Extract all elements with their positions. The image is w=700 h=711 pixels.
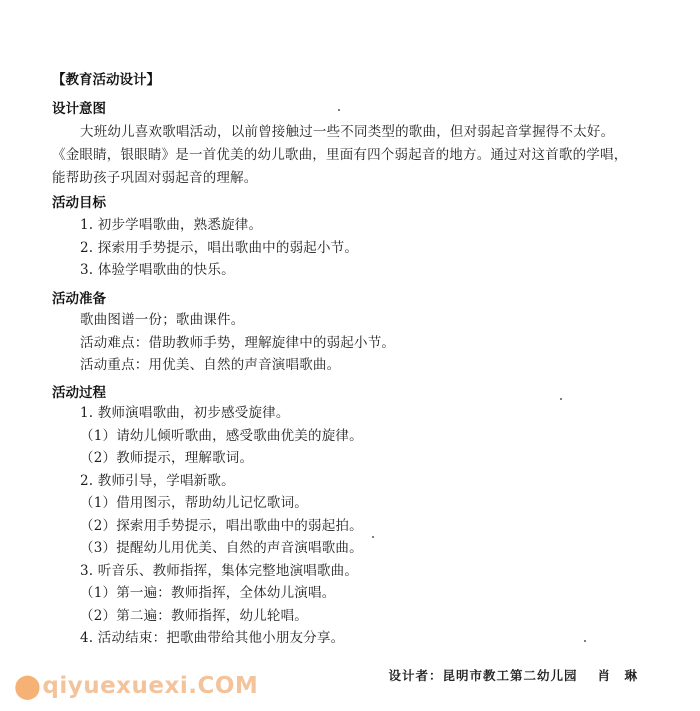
design-intent-line: 《金眼睛，银眼睛》是一首优美的幼儿歌曲，里面有四个弱起音的地方。通过对这首歌的学唱， <box>52 147 628 163</box>
process-heading: 活动过程 <box>52 385 106 401</box>
preparation-heading: 活动准备 <box>52 291 106 307</box>
preparation-item: 活动难点：借助教师手势，理解旋律中的弱起小节。 <box>80 334 396 351</box>
site-watermark <box>14 672 258 700</box>
preparation-item: 歌曲图谱一份；歌曲课件。 <box>80 312 245 328</box>
designer-school: 设计者：昆明市教工第二幼儿园 <box>388 668 578 683</box>
designer-name: 肖 琳 <box>597 668 638 683</box>
watermark-logo-icon: ⬤ <box>14 672 42 700</box>
process-item: （2）探索用手势提示，唱出歌曲中的弱起拍。 <box>80 517 363 534</box>
process-item: 3. 听音乐、教师指挥，集体完整地演唱歌曲。 <box>80 562 359 579</box>
process-item: （1）请幼儿倾听歌曲，感受歌曲优美的旋律。 <box>80 427 363 444</box>
designer-credit <box>388 666 638 684</box>
process-item: 1. 教师演唱歌曲，初步感受旋律。 <box>80 405 290 421</box>
design-intent-heading: 设计意图 <box>52 101 106 117</box>
design-intent-line: 能帮助孩子巩固对弱起音的理解。 <box>52 170 258 186</box>
document-title: 【教育活动设计】 <box>52 72 160 88</box>
design-intent-paragraph <box>52 121 672 190</box>
scan-speck <box>584 640 586 642</box>
preparation-item: 活动重点：用优美、自然的声音演唱歌曲。 <box>80 357 341 373</box>
process-item: 2. 教师引导，学唱新歌。 <box>80 472 235 489</box>
watermark-text: qiyuexuexi.COM <box>42 673 259 699</box>
goal-item: 3. 体验学唱歌曲的快乐。 <box>80 262 235 278</box>
scan-speck <box>338 109 340 111</box>
process-item: （1）第一遍：教师指挥，全体幼儿演唱。 <box>80 585 336 601</box>
goal-item: 1. 初步学唱歌曲，熟悉旋律。 <box>80 217 263 233</box>
scan-speck <box>560 398 562 400</box>
process-item: （3）提醒幼儿用优美、自然的声音演唱歌曲。 <box>80 540 363 556</box>
process-item: 4. 活动结束：把歌曲带给其他小朋友分享。 <box>80 630 345 646</box>
process-item: （2）教师提示，理解歌词。 <box>80 450 254 466</box>
process-item: （2）第二遍：教师指挥，幼儿轮唱。 <box>80 607 308 624</box>
goals-heading: 活动目标 <box>52 195 106 211</box>
design-intent-line <box>52 121 672 144</box>
process-list <box>80 402 363 650</box>
process-item: （1）借用图示，帮助幼儿记忆歌词。 <box>80 495 308 511</box>
goals-list <box>80 214 358 282</box>
goal-item: 2. 探索用手势提示，唱出歌曲中的弱起小节。 <box>80 239 359 256</box>
preparation-list <box>80 309 395 377</box>
design-intent-line-1: 大班幼儿喜欢歌唱活动，以前曾接触过一些不同类型的歌曲，但对弱起音掌握得不太好。 <box>80 124 615 140</box>
scan-speck <box>372 536 374 538</box>
